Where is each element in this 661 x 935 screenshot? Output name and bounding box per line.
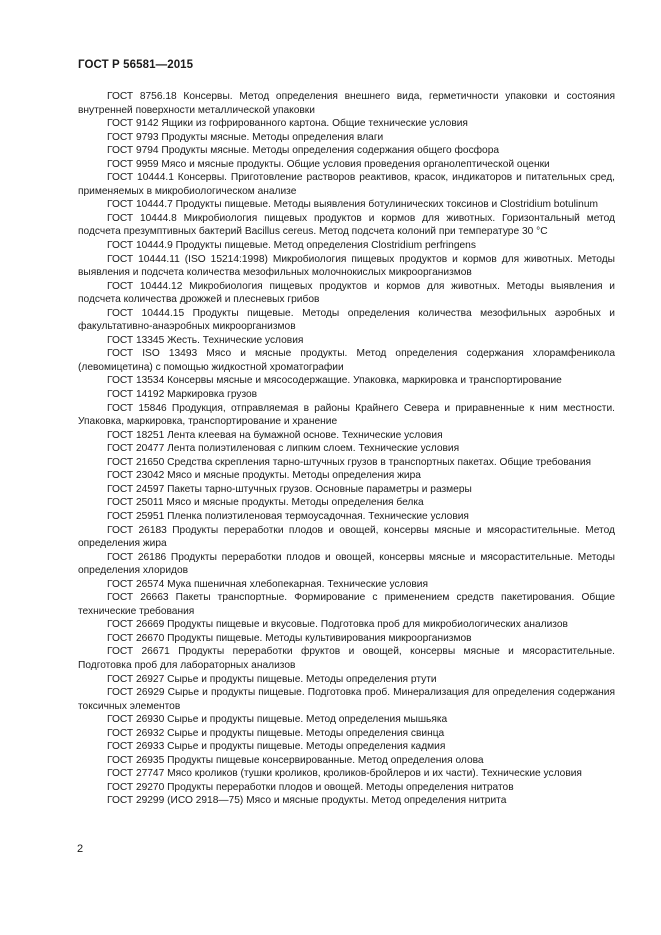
reference-entry: ГОСТ 26927 Сырье и продукты пищевые. Методы определения ртути xyxy=(107,673,437,685)
reference-entry: ГОСТ 26935 Продукты пищевые консервированные. Метод определения олова xyxy=(107,754,484,766)
reference-entry: ГОСТ 10444.8 Микробиология пищевых продуктов и кормов для животных. Горизонтальный метод подсчета презумптивных бактерий Bacillus cereus. Метод подсчета колоний при температуре 30 °С xyxy=(78,212,615,238)
reference-entry: ГОСТ 10444.9 Продукты пищевые. Метод определения Clostridium perfringens xyxy=(107,240,476,252)
reference-entry: ГОСТ 9794 Продукты мясные. Методы определения содержания общего фосфора xyxy=(107,145,500,157)
reference-entry: ГОСТ 26670 Продукты пищевые. Методы культивирования микроорганизмов xyxy=(107,632,472,644)
reference-entry: ГОСТ 26671 Продукты переработки фруктов и овощей, консервы мясные и мясорастительные. Подготовка проб для лабораторных анализов xyxy=(78,646,615,671)
reference-entry: ГОСТ 29299 (ИСО 2918—75) Мясо и мясные продукты. Метод определения нитрита xyxy=(107,795,507,807)
reference-entry: ГОСТ 10444.12 Микробиология пищевых продуктов и кормов для животных. Методы выявления и подсчета количества дрожжей и плесневых грибов xyxy=(78,280,615,306)
reference-entry: ГОСТ 9793 Продукты мясные. Методы определения влаги xyxy=(107,131,384,143)
reference-entry: ГОСТ 26183 Продукты переработки плодов и овощей, консервы мясные и мясорастительные. Метод определения жира xyxy=(78,524,615,550)
reference-entry: ГОСТ 25951 Пленка полиэтиленовая термоусадочная. Технические условия xyxy=(107,510,469,522)
reference-entry: ГОСТ 10444.1 Консервы. Приготовление растворов реактивов, красок, индикаторов и питательных сред, применяемых в микробиологическом анализе xyxy=(78,172,615,197)
reference-entry: ГОСТ 23042 Мясо и мясные продукты. Методы определения жира xyxy=(107,470,421,482)
reference-entry: ГОСТ 26930 Сырье и продукты пищевые. Метод определения мышьяка xyxy=(107,714,448,726)
reference-entry: ГОСТ 24597 Пакеты тарно-штучных грузов. Основные параметры и размеры xyxy=(107,483,472,495)
reference-entry: ГОСТ 26932 Сырье и продукты пищевые. Методы определения свинца xyxy=(107,727,445,739)
reference-entry: ГОСТ 13345 Жесть. Технические условия xyxy=(107,334,304,346)
page-header: ГОСТ Р 56581—2015 xyxy=(78,59,194,71)
reference-entry: ГОСТ 13534 Консервы мясные и мясосодержащие. Упаковка, маркировка и транспортирование xyxy=(107,375,562,387)
reference-entry: ГОСТ 15846 Продукция, отправляемая в районы Крайнего Севера и приравненные к ним местности. Упаковка, маркировка, транспортирование и хранение xyxy=(78,402,615,428)
reference-entry: ГОСТ 10444.15 Продукты пищевые. Методы определения количества мезофильных аэробных и факультативно-анаэробных микроорганизмов xyxy=(78,307,615,333)
reference-entry: ГОСТ 26669 Продукты пищевые и вкусовые. Подготовка проб для микробиологических анализов xyxy=(107,619,568,631)
normative-references-list xyxy=(78,90,615,808)
reference-entry: ГОСТ 26663 Пакеты транспортные. Формирование с применением средств пакетирования. Общие технические требования xyxy=(78,592,615,617)
page-number: 2 xyxy=(77,843,84,855)
reference-entry: ГОСТ 29270 Продукты переработки плодов и овощей. Методы определения нитратов xyxy=(107,781,514,793)
reference-entry: ГОСТ 9959 Мясо и мясные продукты. Общие условия проведения органолептической оценки xyxy=(107,158,550,170)
reference-entry: ГОСТ 26574 Мука пшеничная хлебопекарная. Технические условия xyxy=(107,578,428,590)
reference-entry: ГОСТ 26933 Сырье и продукты пищевые. Методы определения кадмия xyxy=(107,741,446,753)
reference-entry: ГОСТ 21650 Средства скрепления тарно-штучных грузов в транспортных пакетах. Общие требования xyxy=(107,456,592,468)
reference-entry: ГОСТ 26186 Продукты переработки плодов и овощей, консервы мясные и мясорастительные. Методы определения хлоридов xyxy=(78,551,615,577)
reference-entry: ГОСТ 26929 Сырье и продукты пищевые. Подготовка проб. Минерализация для определения содержания токсичных элементов xyxy=(78,687,615,712)
reference-entry: ГОСТ 10444.7 Продукты пищевые. Методы выявления ботулинических токсинов и Clostridium botulinum xyxy=(107,199,598,211)
reference-entry: ГОСТ ISO 13493 Мясо и мясные продукты. Метод определения содержания хлорамфеникола (левомицетина) с помощью жидкостной хроматографии xyxy=(78,348,615,373)
reference-entry: ГОСТ 25011 Мясо и мясные продукты. Методы определения белка xyxy=(107,497,424,509)
reference-entry: ГОСТ 8756.18 Консервы. Метод определения внешнего вида, герметичности упаковки и состояния внутренней поверхности металлической упаковки xyxy=(78,91,615,116)
reference-entry: ГОСТ 18251 Лента клеевая на бумажной основе. Технические условия xyxy=(107,429,443,441)
reference-entry: ГОСТ 9142 Ящики из гофрированного картона. Общие технические условия xyxy=(107,118,468,130)
reference-entry: ГОСТ 14192 Маркировка грузов xyxy=(107,389,258,401)
reference-entry: ГОСТ 10444.11 (ISO 15214:1998) Микробиология пищевых продуктов и кормов для животных. Методы выявления и подсчета количества мезофильных молочнокислых микроорганизмов xyxy=(78,253,615,279)
reference-entry: ГОСТ 20477 Лента полиэтиленовая с липким слоем. Технические условия xyxy=(107,443,460,455)
reference-entry: ГОСТ 27747 Мясо кроликов (тушки кроликов, кроликов-бройлеров и их части). Технические условия xyxy=(107,768,582,780)
